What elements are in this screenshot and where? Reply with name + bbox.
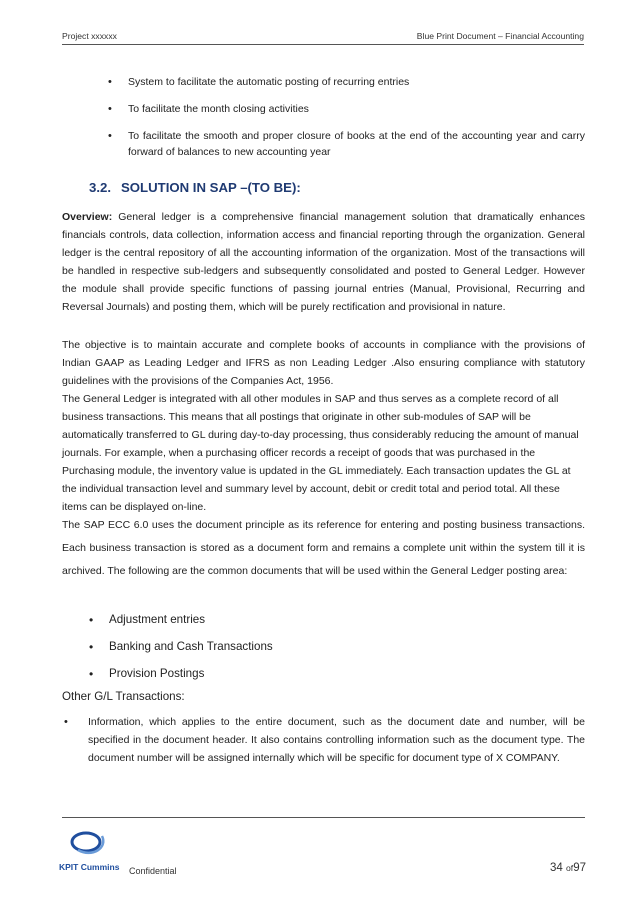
page-number: [550, 862, 586, 874]
overview-label: Overview:: [62, 211, 113, 223]
gl-integration-paragraph: The General Ledger is integrated with all other modules in SAP and thus serves as a complete record of all business transactions. This means that all postings that originate in other sub-modules of SAP will be automatically transferred to GL during day-to-day processing, thus considerably reducing the amount of manual journals. For example, when a purchasing officer records a receipt of goods that was purchased in the Purchasing module, the inventory value is updated in the GL immediately. Each transaction updates the GL at the individual transaction level and summary level by account, debit or credit total and period total. All these items can be displayed on-line.: [62, 393, 579, 513]
list-item: • System to facilitate the automatic posting of recurring entries: [128, 74, 585, 90]
page-of: of: [566, 863, 574, 873]
section-title: SOLUTION IN SAP –(TO BE):: [121, 180, 301, 195]
page-total: 97: [573, 862, 586, 874]
document-bullet-list: [109, 612, 579, 693]
list-item: • Provision Postings: [109, 666, 579, 682]
page-header: [62, 31, 584, 45]
info-bullet-paragraph: Information, which applies to the entire document, such as the document date and number, will be specified in the document header. It also contains controlling information such as the document type. The document number will be assigned internally which will be specific for document type of X COMPANY.: [88, 716, 585, 764]
page-current: 34: [550, 862, 563, 874]
list-item: • Banking and Cash Transactions: [109, 639, 579, 655]
header-project: Project xxxxxx: [62, 31, 117, 41]
header-doc-title: Blue Print Document – Financial Accounting: [416, 31, 584, 41]
top-bullet-list: [128, 74, 585, 171]
list-item: • To facilitate the smooth and proper closure of books at the end of the accounting year and carry forward of balances to new accounting year: [128, 128, 585, 160]
footer-confidential: Confidential: [129, 866, 177, 876]
overview-text: General ledger is a comprehensive financial management solution that dramatically enhances financials controls, data collection, information access and financial reporting through the organization. General ledger is the central repository of all the accounting information of the organization. Most of the transactions will be handled in respective sub-ledgers and subsequently consolidated and posted to General Ledger. However the module shall provide specific functions of passing journal entries (Manual, Provisional, Recurring and Reversal Journals) and posting them, which will be purely rectification and provisional in nature.: [62, 211, 585, 313]
objective-paragraph: The objective is to maintain accurate and complete books of accounts in compliance with the provisions of Indian GAAP as Leading Ledger and IFRS as non Leading Ledger .Also ensuring compliance with statutory guidelines with the provisions of the Companies Act, 1956.: [62, 339, 585, 387]
section-number: 3.2.: [89, 180, 111, 195]
bullet-mark: •: [64, 716, 68, 728]
list-item: • To facilitate the month closing activities: [128, 101, 585, 117]
section-heading: [89, 180, 301, 195]
footer-divider: [62, 817, 585, 818]
overview-paragraph: [62, 208, 585, 316]
list-item: • Adjustment entries: [109, 612, 579, 628]
ecc-paragraph: The SAP ECC 6.0 uses the document principle as its reference for entering and posting business transactions. Each business transaction is stored as a document form and remains a complete unit within the system till it is archived. The following are the common documents that will be used within the General Ledger posting area:: [62, 519, 585, 577]
other-gl-heading: Other G/L Transactions:: [62, 690, 185, 703]
kpit-cummins-logo: [58, 824, 130, 874]
logo-text: KPIT Cummins: [59, 862, 120, 872]
